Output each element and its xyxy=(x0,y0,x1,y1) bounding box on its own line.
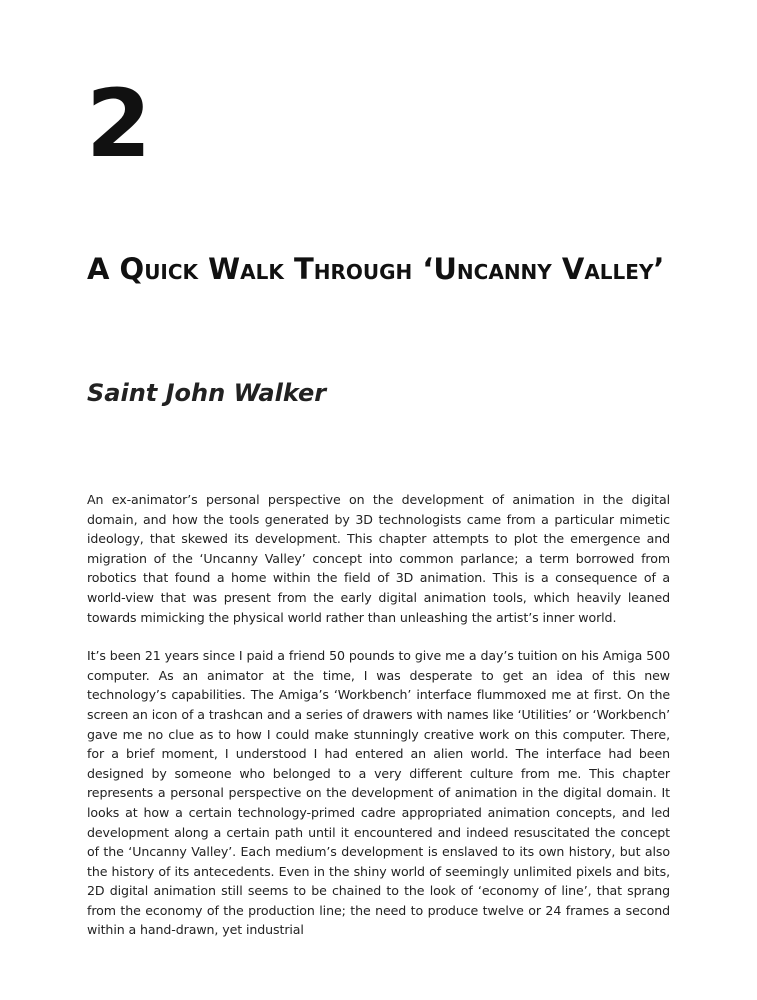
chapter-title: A Quick Walk Through ‘Uncanny Valley’ xyxy=(87,252,665,286)
chapter-author: Saint John Walker xyxy=(87,379,327,407)
chapter-number: 2 xyxy=(86,70,150,179)
body-paragraph: It’s been 21 years since I paid a friend 50 pounds to give me a day’s tuition on his Amiga 500 computer. As an animator at the time, I was desperate to get an idea of this new technology’s capabilities. The Amiga’s ‘Workbench’ interface flummoxed me at first. On the screen an icon of a trashcan and a series of drawers with names like ‘Utilities’ or ‘Workbench’ gave me no clue as to how I could make stunningly creative work on this computer. There, for a brief moment, I understood I had entered an alien world. The interface had been designed by someone who belonged to a very different culture from me. This chapter represents a personal perspective on the development of animation in the digital domain. It looks at how a certain technology-primed cadre appropriated animation concepts, and led development along a certain path until it encountered and indeed resuscitated the concept of the ‘Uncanny Valley’. Each medium’s development is enslaved to its own history, but also the history of its antecedents. Even in the shiny world of seemingly unlimited pixels and bits, 2D digital animation still seems to be chained to the look of ‘economy of line’, that sprang from the economy of the production line; the need to produce twelve or 24 frames a second within a hand-drawn, yet industrial xyxy=(87,648,670,938)
abstract-paragraph: An ex-animator’s personal perspective on the development of animation in the digital domain, and how the tools generated by 3D technologists came from a particular mimetic ideology, that skewed its development. This chapter attempts to plot the emergence and migration of the ‘Uncanny Valley’ concept into common parlance; a term borrowed from robotics that found a home within the field of 3D animation. This is a consequence of a world-view that was present from the early digital animation tools, which heavily leaned towards mimicking the physical world rather than unleashing the artist’s inner world. xyxy=(87,492,670,625)
chapter-body xyxy=(87,490,670,940)
